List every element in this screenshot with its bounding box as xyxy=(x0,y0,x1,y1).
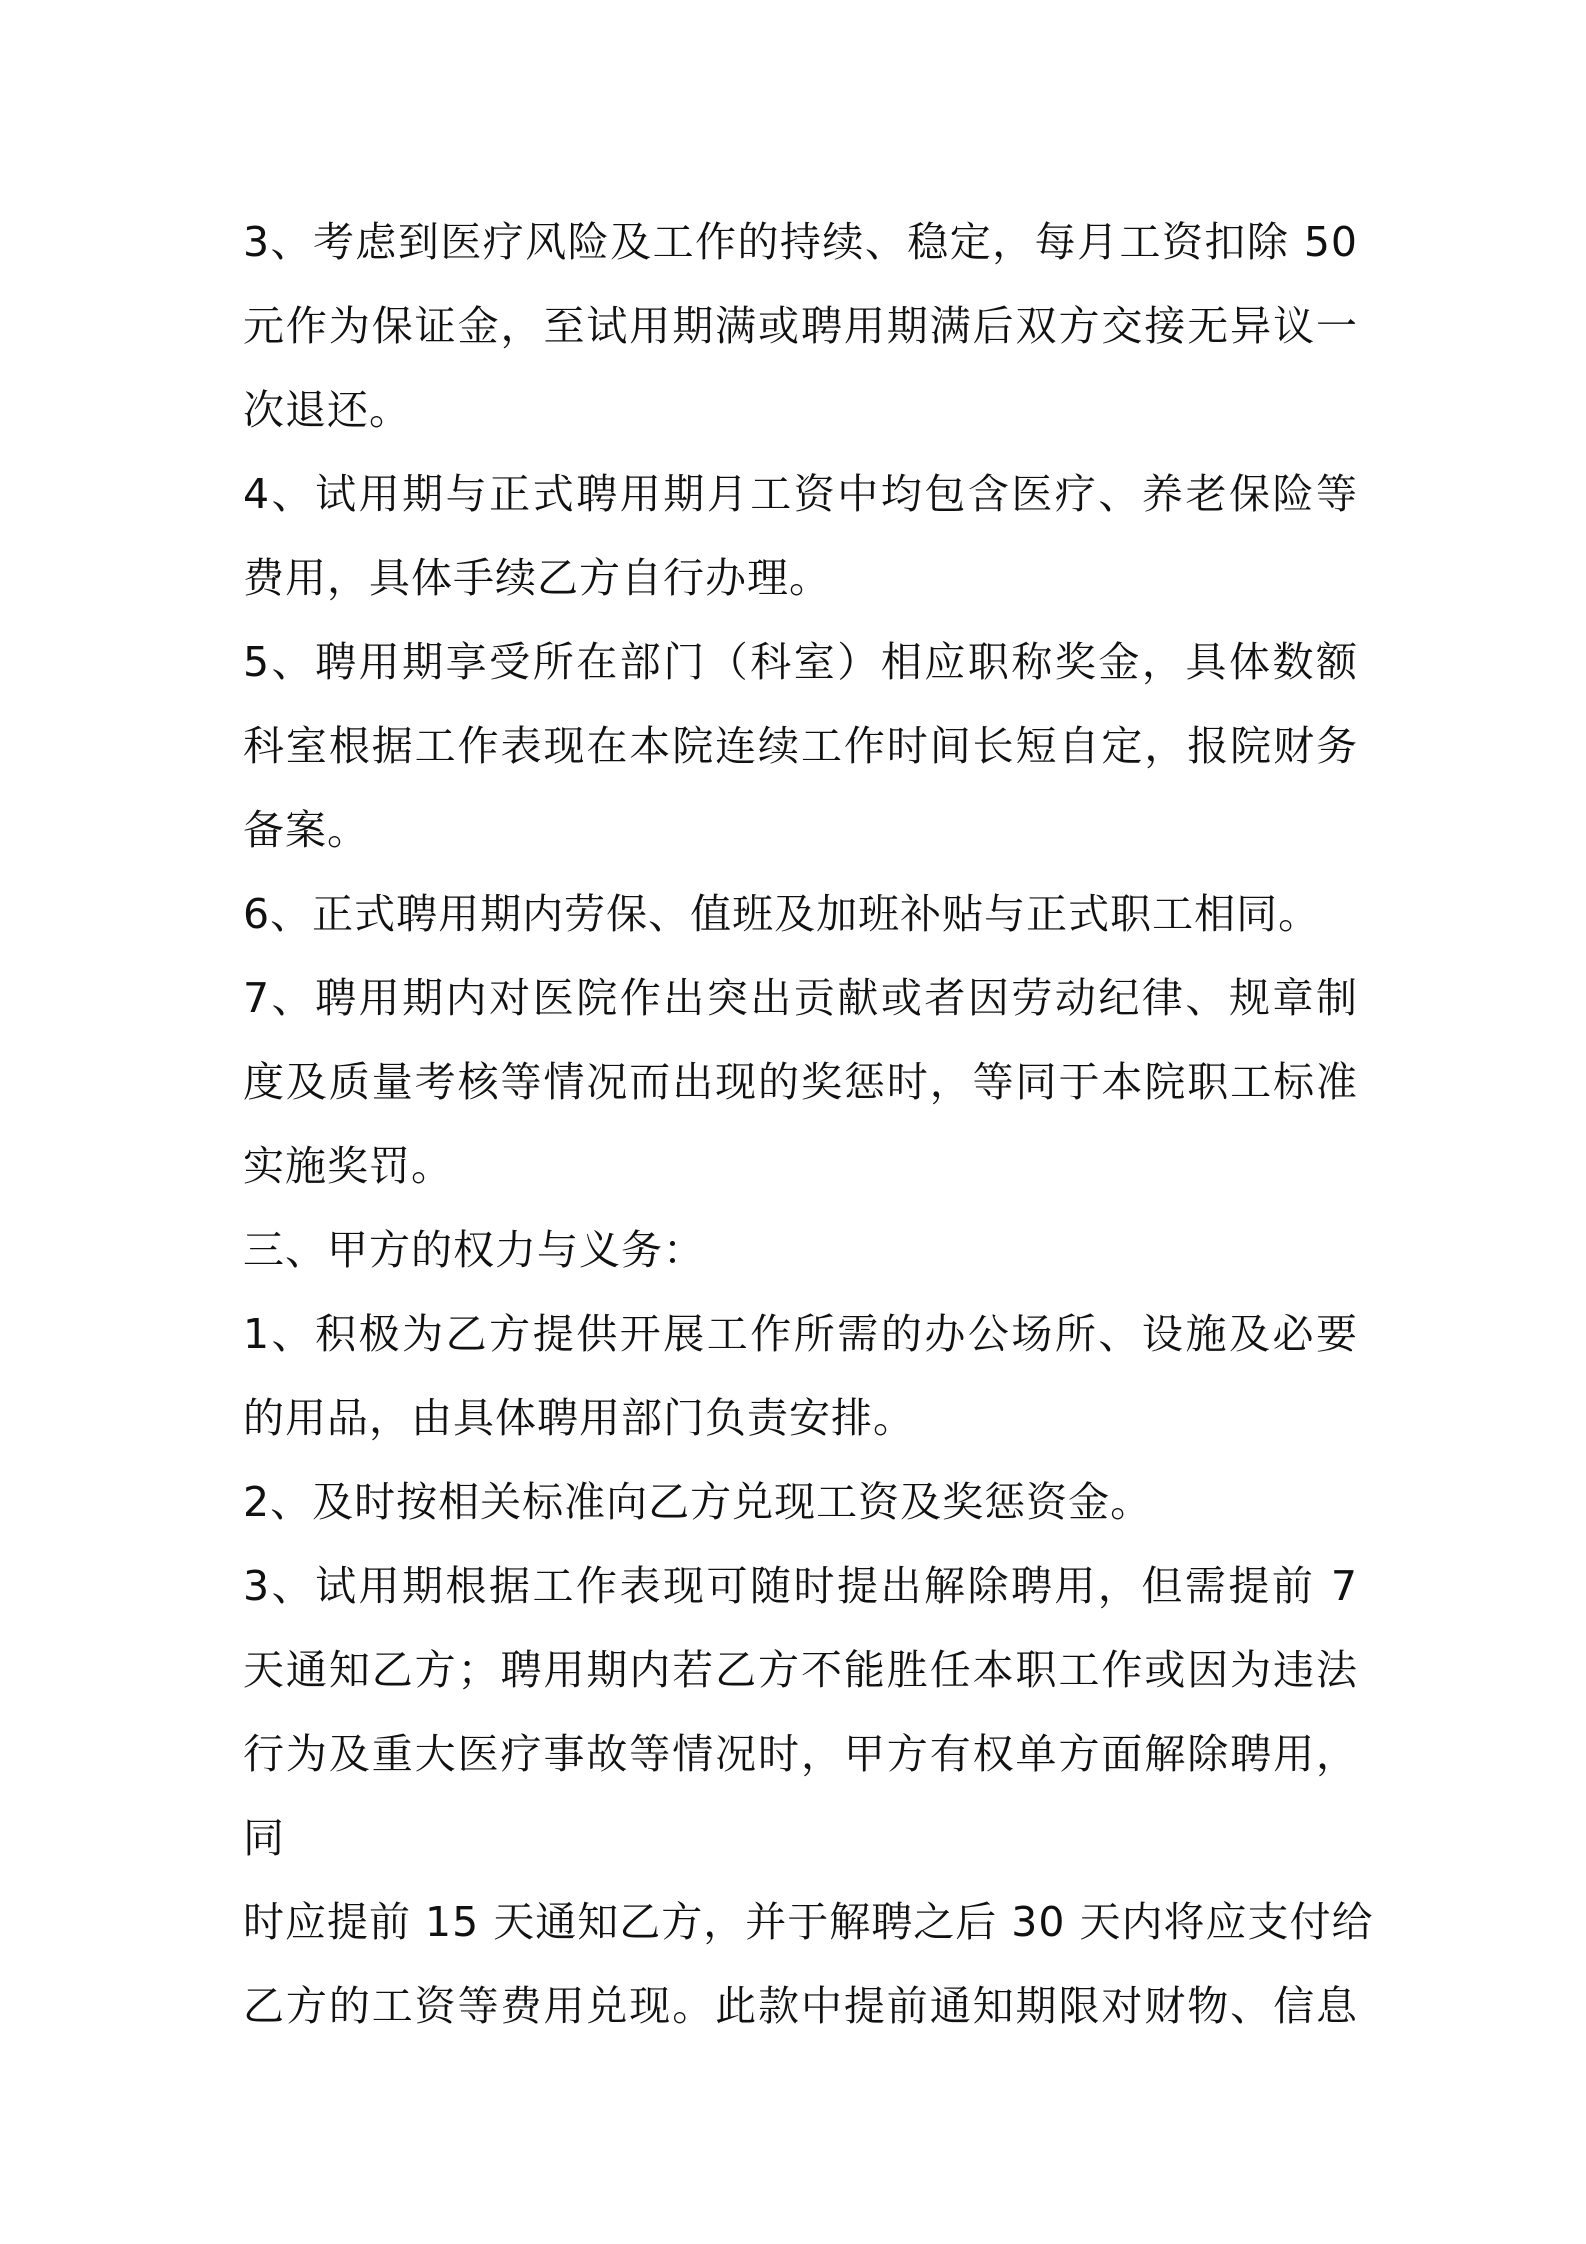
text-line: 的用品，由具体聘用部门负责安排。 xyxy=(243,1394,915,1442)
text-line: 1、积极为乙方提供开展工作所需的办公场所、设施及必要 xyxy=(243,1310,1358,1358)
text-line: 天通知乙方；聘用期内若乙方不能胜任本职工作或因为违法 xyxy=(243,1646,1358,1694)
document-body xyxy=(243,200,1374,2048)
text-line: 2、及时按相关标准向乙方兑现工资及奖惩资金。 xyxy=(243,1478,1153,1526)
text-line: 3、试用期根据工作表现可随时提出解除聘用，但需提前 7 xyxy=(243,1562,1358,1610)
text-line: 实施奖罚。 xyxy=(243,1142,453,1190)
text-line: 元作为保证金，至试用期满或聘用期满后双方交接无异议一 xyxy=(243,302,1358,350)
text-line: 5、聘用期享受所在部门（科室）相应职称奖金，具体数额 xyxy=(243,638,1358,686)
text-line: 6、正式聘用期内劳保、值班及加班补贴与正式职工相同。 xyxy=(243,890,1321,938)
text-line: 备案。 xyxy=(243,806,369,854)
text-line: 行为及重大医疗事故等情况时，甲方有权单方面解除聘用， xyxy=(243,1730,1358,1778)
text-line: 度及质量考核等情况而出现的奖惩时，等同于本院职工标准 xyxy=(243,1058,1358,1106)
section-heading: 三、甲方的权力与义务： xyxy=(243,1226,705,1274)
text-line: 乙方的工资等费用兑现。此款中提前通知期限对财物、信息 xyxy=(243,1982,1358,2030)
text-line: 科室根据工作表现在本院连续工作时间长短自定，报院财务 xyxy=(243,722,1358,770)
text-line: 时应提前 15 天通知乙方，并于解聘之后 30 天内将应支付给 xyxy=(243,1898,1374,1946)
text-line: 同 xyxy=(243,1814,285,1862)
text-line: 7、聘用期内对医院作出突出贡献或者因劳动纪律、规章制 xyxy=(243,974,1358,1022)
text-line: 费用，具体手续乙方自行办理。 xyxy=(243,554,831,602)
text-line: 4、试用期与正式聘用期月工资中均包含医疗、养老保险等 xyxy=(243,470,1358,518)
text-line: 3、考虑到医疗风险及工作的持续、稳定，每月工资扣除 50 xyxy=(243,218,1358,266)
text-line: 次退还。 xyxy=(243,386,411,434)
